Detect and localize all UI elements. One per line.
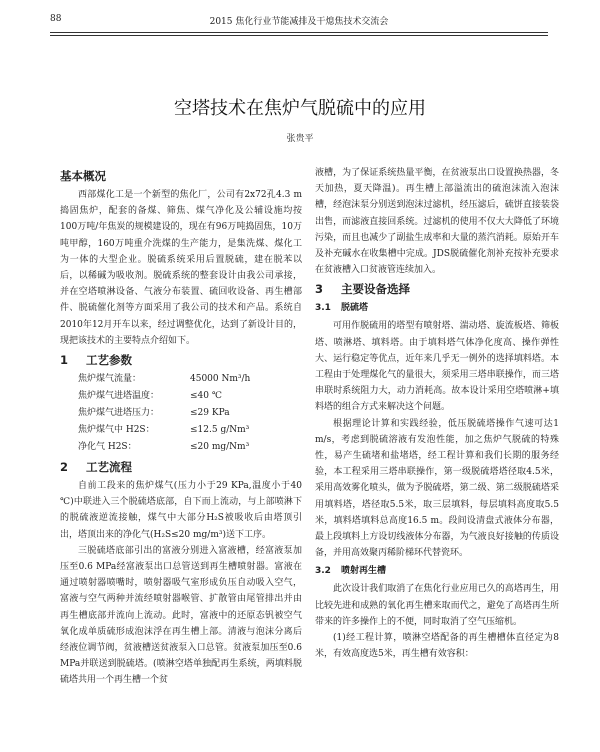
subsection-number: 3.2 — [315, 566, 331, 577]
section-number: 2 — [60, 460, 69, 475]
subsection-title: 脱硫塔 — [341, 303, 369, 314]
section-title: 主要设备选择 — [341, 282, 410, 297]
param-row — [60, 371, 302, 388]
section-heading-intro: 基本概况 — [60, 169, 106, 183]
article-author: 张贵平 — [286, 134, 314, 144]
header-rule-bottom — [50, 35, 548, 36]
journal-title: 2015 焦化行业节能减排及干熄焦技术交流会 — [209, 17, 389, 27]
flow-paragraph-2: 三脱硫塔底部引出的富液分别进入富液槽，经富液泵加压至0.6 MPa经富液泵出口总管送到再生槽喷射器。富液在通过喷射器喷嘴时，喷射器吸气室形成负压自动吸入空气，富液与空气两种并流经喷射器喉管、扩散管由尾管排出并由再生槽底部并流向上流动。此时，富液中的还原态钒被空气氧化成单质硫形成泡沫浮在再生槽上部。清液与泡沫分离后经液位调节阀，贫液槽送贫液泵入口总管。贫液泵加压至0.6 MPa并联送到脱硫塔。(喷淋空塔单独配再生系统，两填料脱硫塔共用一个再生槽一个贫 — [60, 545, 302, 686]
param-value: 45000 Nm³/h — [190, 374, 251, 385]
param-row — [60, 388, 302, 405]
subsection-title: 喷射再生槽 — [341, 566, 387, 577]
section-number: 3 — [315, 282, 324, 297]
subsection-heading-3-2 — [315, 563, 559, 579]
param-label: 焦炉煤气进塔压力： — [78, 408, 160, 419]
page-number: 88 — [50, 14, 62, 24]
param-row — [60, 439, 302, 456]
flow-paragraph-1: 自前工段来的焦炉煤气(压力小于29 KPa,温度小于40 ℃)中联进入三个脱硫塔底部，自下而上流动，与上部喷淋下的脱硫液逆流接触，煤气中大部分H₂S被吸收后由塔顶引出，塔顶出来的净化气(H₂S≤20 mg/m³)送下工序。 — [60, 481, 302, 540]
subsection-heading-3-1 — [315, 300, 559, 316]
param-label: 焦炉煤气中 H2S： — [78, 425, 155, 436]
param-value: ≤29 KPa — [190, 408, 230, 419]
intro-paragraph: 西部煤化工是一个新型的焦化厂，公司有2x72孔4.3 m捣固焦炉，配套的备煤、筛焦、煤气净化及公辅设施均按100万吨/年焦炭的规模建设的，现在有96万吨捣固焦，10万吨甲醇，160万吨重介洗煤的生产能力，是集洗煤、煤化工为一体的大型企业。脱硫系统采用后置脱硫，建在脱苯以后，以稀碱为吸收剂。脱硫系统的整套设计由我公司承接，并在空塔喷淋设备、气液分布装置、硫回收设备、再生槽部件、脱硫催化剂等方面采用了我公司的技术和产品。系统自2010年12月开车以来，经过调整优化，达到了新设计目的，现把该技术的主要特点介绍如下。 — [60, 190, 302, 346]
param-value: ≤40 ℃ — [190, 391, 222, 402]
section-number: 1 — [60, 353, 69, 368]
running-header — [50, 14, 548, 30]
section-heading-3 — [315, 281, 559, 298]
left-column — [60, 165, 302, 689]
param-row — [60, 422, 302, 439]
section-heading-1 — [60, 352, 302, 369]
param-value: ≤12.5 g/Nm³ — [190, 425, 250, 436]
section-heading-2 — [60, 459, 302, 476]
section-title: 工艺流程 — [86, 460, 132, 475]
article-title: 空塔技术在焦炉气脱硫中的应用 — [174, 98, 426, 119]
tower-paragraph-2: 根据理论计算和实践经验，低压脱硫塔操作气速可达1 m/s，考虑到脱硫溶液有发泡性能，加之焦炉气脱硫的特殊性，易产生硫堵和盐堵塔，经工程计算和我们长期的服务经验，本工程采用三塔串联操作，第一级脱硫塔塔径取4.5米，采用高效雾化喷头，做为予脱硫塔，第二级、第二级脱硫塔采用填料塔，塔径取5.5米，取三层填料，每层填料高度取5.5米，填料塔填料总高度16.5 m。段间设清盘式液体分布器，最上段填料上方设切线液体分布器，为气液良好接触的传质设备，并用高效聚丙稀阶梯环代替瓷环。 — [315, 418, 559, 559]
regen-paragraph-2: (1)经工程计算，喷淋空塔配备的再生槽槽体直径定为8米，有效高度选5米，再生槽有效容积： — [315, 633, 559, 660]
section-title: 工艺参数 — [86, 353, 132, 368]
param-value: ≤20 mg/Nm³ — [190, 442, 250, 453]
param-label: 焦炉煤气进塔温度： — [78, 391, 160, 402]
subsection-number: 3.1 — [315, 303, 331, 314]
param-label: 焦炉煤气流量： — [78, 374, 142, 385]
regen-paragraph-1: 此次设计我们取消了在焦化行业应用已久的高塔再生，用比较先进和成熟的氧化再生槽来取而代之，避免了高塔再生所带来的许多操作上的不便，同时取消了空气压缩机。 — [315, 584, 559, 627]
param-label: 净化气 H2S： — [78, 442, 137, 453]
header-rule-top — [50, 32, 548, 33]
continued-paragraph: 液槽，为了保证系统热量平衡，在贫液泵出口设置换热器，冬天加热，夏天降温)。再生槽上部溢流出的硫泡沫流入泡沫槽，经泡沫泵分别送到泡沫过滤机，经压滤后，硫饼直接装袋出售，而滤液直接回系统。过滤机的使用不仅大大降低了环境污染，而且也减少了副盐生成率和大量的蒸汽消耗。原始开车及补充碱水在收集槽中完成。JDS脱硫催化剂补充按补充要求在贫液槽入口贫液管连续加入。 — [315, 168, 559, 276]
param-row — [60, 405, 302, 422]
tower-paragraph-1: 可用作脱硫用的塔型有喷射塔、湍动塔、旋流板塔、筛板塔、喷淋塔、填料塔。由于填料塔气体净化度高、操作弹性大、运行稳定等优点，近年来几乎无一例外的选择填料塔。本工程由于处理煤化气的量很大，须采用三塔串联操作，而三塔串联时系统阻力大，动力消耗高。故本设计采用空塔喷淋+填料塔的组合方式来解决这个问题。 — [315, 321, 559, 413]
right-column — [315, 165, 559, 662]
